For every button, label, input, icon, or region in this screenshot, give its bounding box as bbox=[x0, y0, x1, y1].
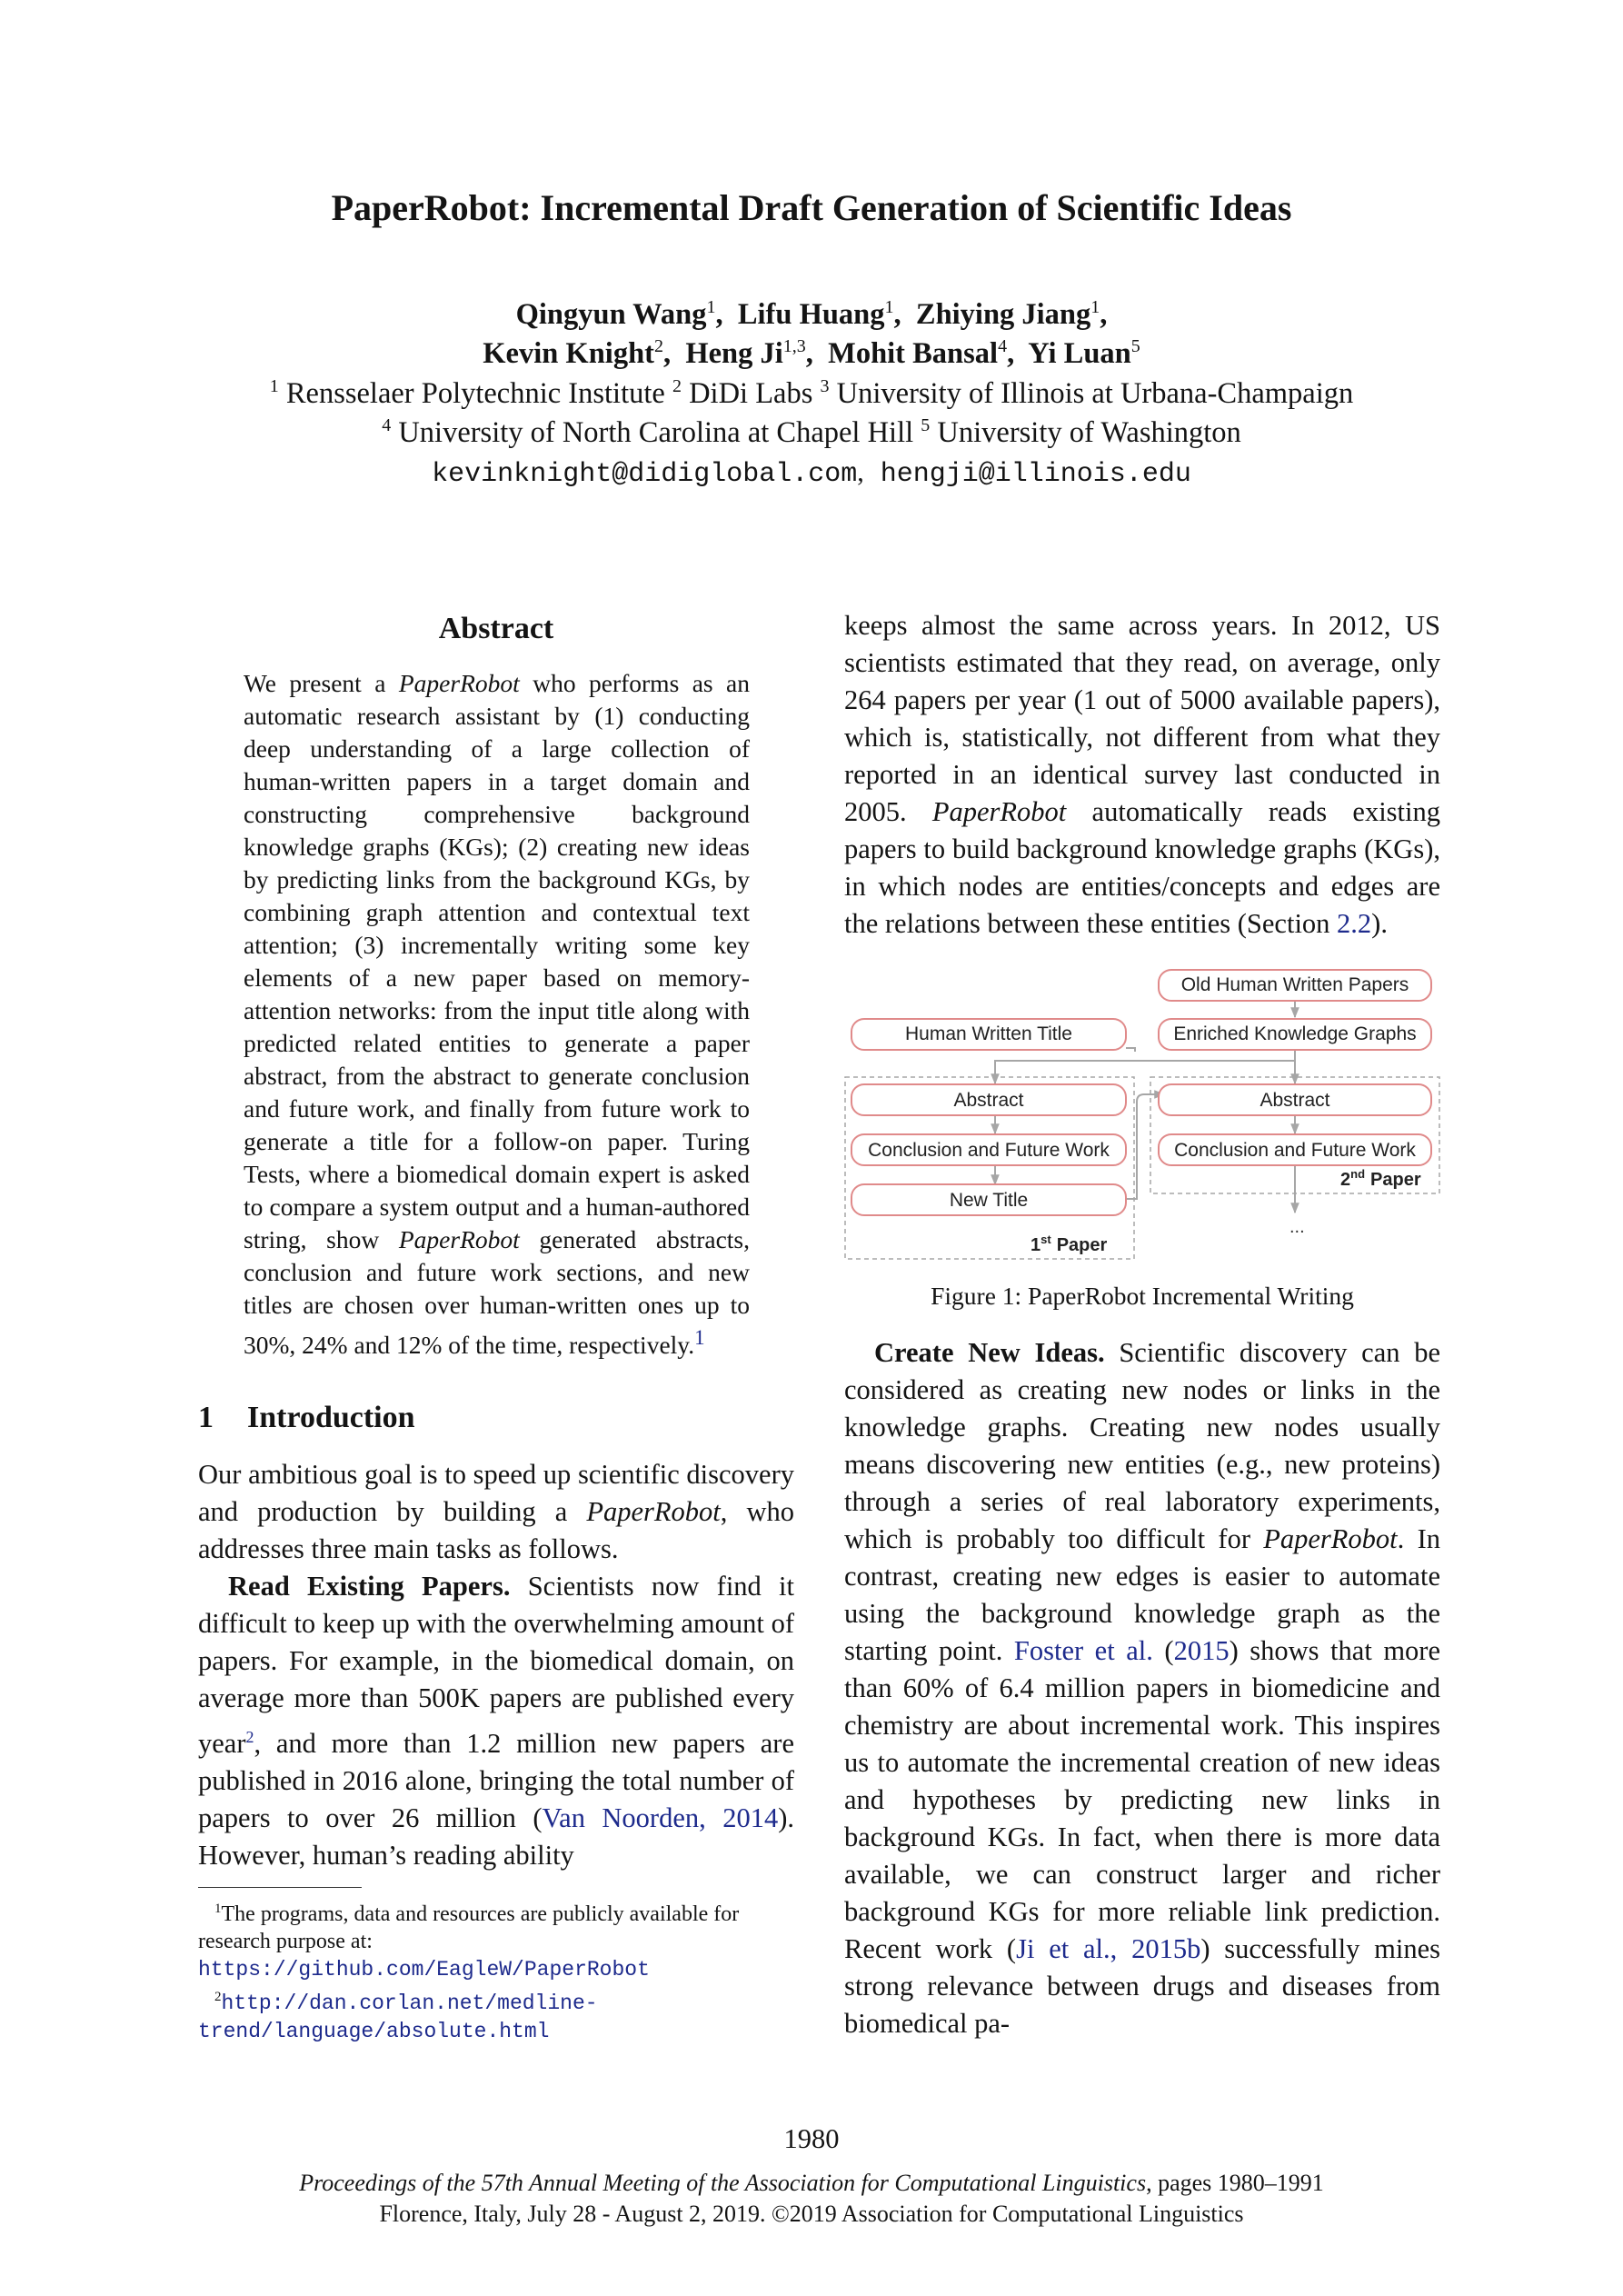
author-name: Lifu Huang bbox=[737, 298, 885, 331]
abstract-text-italic: PaperRobot bbox=[398, 1225, 520, 1253]
node-old-papers: Old Human Written Papers bbox=[1180, 974, 1409, 995]
paper-2-label: 2nd Paper bbox=[1340, 1167, 1421, 1190]
abstract-text-part: We present a bbox=[244, 669, 399, 697]
affil-sup: 5 bbox=[921, 415, 931, 435]
node-human-title: Human Written Title bbox=[904, 1023, 1073, 1044]
author-name: Yi Luan bbox=[1028, 337, 1131, 370]
text-part: , and more than 1.2 million new papers are published in 2016 alone, bringing the total number of papers to over 26 million ( bbox=[198, 1728, 794, 1834]
abstract-text bbox=[244, 667, 750, 1362]
right-column bbox=[844, 607, 1440, 2042]
proceedings-line-1 bbox=[0, 2168, 1623, 2199]
proceedings-footer bbox=[0, 2168, 1623, 2230]
intro-paragraph-1 bbox=[198, 1456, 794, 1568]
citation-year-link[interactable]: 2015 bbox=[1173, 1635, 1230, 1666]
citation-link[interactable]: Foster et al. bbox=[1013, 1635, 1153, 1666]
intro-paragraph-2 bbox=[198, 1568, 794, 1874]
author-emails: kevinknight@didiglobal.com, hengji@illinois.edu bbox=[432, 457, 1191, 490]
figure-1 bbox=[844, 965, 1440, 1274]
author-affil-sup: 4 bbox=[998, 336, 1008, 356]
text-part: . In contrast, creating new edges is easier to automate using the background knowledge graph as the starting point. bbox=[844, 1523, 1440, 1666]
author-name: Qingyun Wang bbox=[515, 298, 707, 331]
affiliation-name: University of Illinois at Urbana-Champaign bbox=[836, 377, 1354, 410]
section-title: Introduction bbox=[247, 1401, 415, 1435]
citation-link[interactable]: Van Noorden, 2014 bbox=[542, 1802, 779, 1834]
right-paragraph-2 bbox=[844, 1334, 1440, 2042]
arrow bbox=[1126, 1048, 1135, 1052]
figure-caption: Figure 1: PaperRobot Incremental Writing bbox=[931, 1282, 1354, 1310]
affiliations-line-2 bbox=[0, 414, 1623, 453]
text-part: ). bbox=[1371, 908, 1388, 939]
node-conclusion-2: Conclusion and Future Work bbox=[1174, 1140, 1416, 1161]
footnote-url-link[interactable]: https://github.com/EagleW/PaperRobot bbox=[198, 1958, 650, 1982]
text-part: Our ambitious goal is to speed up scientific discovery and production by building a bbox=[198, 1459, 794, 1528]
text-part: keeps almost the same across years. In 2012, US scientists estimated that they read, on average, only 264 papers per year (1 out of 5000 available papers), which is, statistically, not different from what they reported in an identical survey last conducted in 2005. bbox=[844, 610, 1440, 827]
text-part: ( bbox=[1152, 1635, 1174, 1666]
paragraph-lead: Create New Ideas. bbox=[874, 1337, 1105, 1368]
paper-1-label: 1st Paper bbox=[1031, 1233, 1108, 1255]
page-number: 1980 bbox=[783, 2123, 840, 2154]
footnote-1 bbox=[198, 1895, 794, 1983]
author-affil-sup: 1,3 bbox=[782, 336, 806, 356]
author-name: Zhiying Jiang bbox=[915, 298, 1091, 331]
footnote-2 bbox=[198, 1983, 794, 2045]
author-affil-sup: 5 bbox=[1130, 336, 1140, 356]
footnote-number: 1 bbox=[214, 1902, 222, 1917]
abstract-heading: Abstract bbox=[438, 612, 554, 645]
node-new-title: New Title bbox=[949, 1190, 1029, 1211]
section-number: 1 bbox=[198, 1401, 214, 1435]
abstract-text-part: who performs as an automatic research assistant by (1) conducting deep understanding of a large collection of human-written papers in a target domain and constructing comprehensive background knowledge graphs (KGs); (2) creating new ideas by predicting links from the background KGs, by combining graph attention and contextual text attention; (3) incrementally writing some key elements of a new paper based on memory-attention networks: from the input title along with predicted related entities to generate a paper abstract, from the abstract to generate conclusion and future work, and finally from future work to generate a title for a follow-on paper. Turing Tests, where a biomedical domain expert is asked to compare a system output and a human-authored string, show bbox=[244, 669, 750, 1253]
affiliations bbox=[0, 374, 1623, 453]
text-part: Scientists now find it difficult to keep up with the overwhelming amount of papers. For example, in the biomedical domain, on average more than 500K papers are published every year bbox=[198, 1571, 794, 1760]
proceedings-pages: , pages 1980–1991 bbox=[1146, 2170, 1324, 2196]
continuation-ellipsis: ... bbox=[1289, 1217, 1305, 1237]
authors-line-2: Kevin Knight$^2$, Heng Ji$^{1,3}$, Mohit Bansal$^4$, Yi Luan$^5$ bbox=[483, 336, 1140, 370]
text-part: ) successfully mines strong relevance between drugs and diseases from biomedical pa- bbox=[844, 1933, 1440, 2039]
affil-sup: 3 bbox=[820, 376, 830, 396]
text-part: , who addresses three main tasks as follows. bbox=[198, 1496, 795, 1565]
affiliation-name: University of North Carolina at Chapel Hill bbox=[398, 416, 914, 449]
text-part: ) shows that more than 60% of 6.4 million papers in biomedicine and chemistry are about incremental work. This inspires us to automate the incremental creation of new ideas and hypotheses by predicting new links in background KGs. In fact, when there is more data available, we can construct larger and richer background KGs for more reliable link prediction. Recent work ( bbox=[844, 1635, 1440, 1964]
author-name: Kevin Knight bbox=[483, 337, 654, 370]
affil-sup: 2 bbox=[672, 376, 682, 396]
text-part: Scientific discovery can be considered as creating new nodes or links in the knowledge graphs. Creating new nodes usually means discovering new entities (e.g., new proteins) through a series of real laboratory experiments, which is probably too difficult for bbox=[844, 1337, 1440, 1554]
left-column bbox=[198, 607, 794, 2045]
email-link[interactable]: hengji@illinois.edu bbox=[880, 459, 1191, 490]
node-abstract-2: Abstract bbox=[1260, 1090, 1330, 1111]
footnote-url-link[interactable]: http://dan.corlan.net/medline-trend/language/absolute.html bbox=[198, 1992, 598, 2044]
authors-line-1: Qingyun Wang$^1$, Lifu Huang$^1$, Zhiying Jiang$^1$, bbox=[515, 297, 1108, 331]
affil-sup: 1 bbox=[269, 376, 279, 396]
section-ref-link[interactable]: 2.2 bbox=[1337, 908, 1372, 939]
author-list bbox=[0, 295, 1623, 374]
affil-sup: 4 bbox=[382, 415, 392, 435]
proceedings-line-2: Florence, Italy, July 28 - August 2, 2019. ©2019 Association for Computational Linguistics bbox=[379, 2201, 1244, 2227]
author-name: Heng Ji bbox=[685, 337, 783, 370]
author-name: Mohit Bansal bbox=[828, 337, 999, 370]
footnote-text: The programs, data and resources are publicly available for research purpose at: bbox=[198, 1902, 740, 1954]
author-affil-sup: 1 bbox=[884, 297, 894, 317]
section-heading-introduction bbox=[198, 1396, 794, 1440]
text-part: automatically reads existing papers to build background knowledge graphs (KGs), in which nodes are entities/concepts and edges are the relations between these entities (Section bbox=[844, 796, 1441, 939]
right-paragraph-1 bbox=[844, 607, 1440, 943]
incremental-writing-diagram bbox=[844, 965, 1440, 1274]
node-conclusion-1: Conclusion and Future Work bbox=[868, 1140, 1110, 1161]
author-affil-sup: 1 bbox=[1090, 297, 1100, 317]
affiliation-name: Rensselaer Polytechnic Institute bbox=[285, 377, 665, 410]
email-link[interactable]: kevinknight@didiglobal.com bbox=[432, 459, 858, 490]
affiliation-name: University of Washington bbox=[937, 416, 1241, 449]
footnote-number: 2 bbox=[214, 1990, 222, 2005]
affiliation-name: DiDi Labs bbox=[689, 377, 813, 410]
footnote-rule bbox=[198, 1887, 362, 1888]
text-italic: PaperRobot bbox=[586, 1496, 721, 1528]
text-italic: PaperRobot bbox=[1263, 1523, 1398, 1554]
abstract-text-italic: PaperRobot bbox=[398, 669, 520, 697]
proceedings-venue: Proceedings of the 57th Annual Meeting of the Association for Computational Linguistics bbox=[299, 2170, 1147, 2196]
author-affil-sup: 1 bbox=[706, 297, 716, 317]
paragraph-lead: Read Existing Papers. bbox=[228, 1571, 511, 1602]
paper-title: PaperRobot: Incremental Draft Generation of Scientific Ideas bbox=[331, 187, 1292, 228]
node-enriched-kg: Enriched Knowledge Graphs bbox=[1173, 1023, 1417, 1044]
node-abstract-1: Abstract bbox=[953, 1090, 1024, 1111]
text-italic: PaperRobot bbox=[931, 796, 1067, 827]
text-part: ). However, human’s reading ability bbox=[198, 1802, 794, 1872]
footnote-ref-link[interactable]: 1 bbox=[694, 1326, 705, 1349]
arrow bbox=[995, 1050, 1295, 1083]
citation-link[interactable]: Ji et al., 2015b bbox=[1016, 1933, 1201, 1964]
affiliations-line-1 bbox=[0, 374, 1623, 414]
footnote-ref-link[interactable]: 2 bbox=[245, 1728, 254, 1747]
abstract-text-part: generated abstracts, conclusion and future work sections, and new titles are chosen over human-written ones up to 30%, 24% and 12% of the time, respectively. bbox=[244, 1225, 750, 1360]
author-affil-sup: 2 bbox=[653, 336, 663, 356]
